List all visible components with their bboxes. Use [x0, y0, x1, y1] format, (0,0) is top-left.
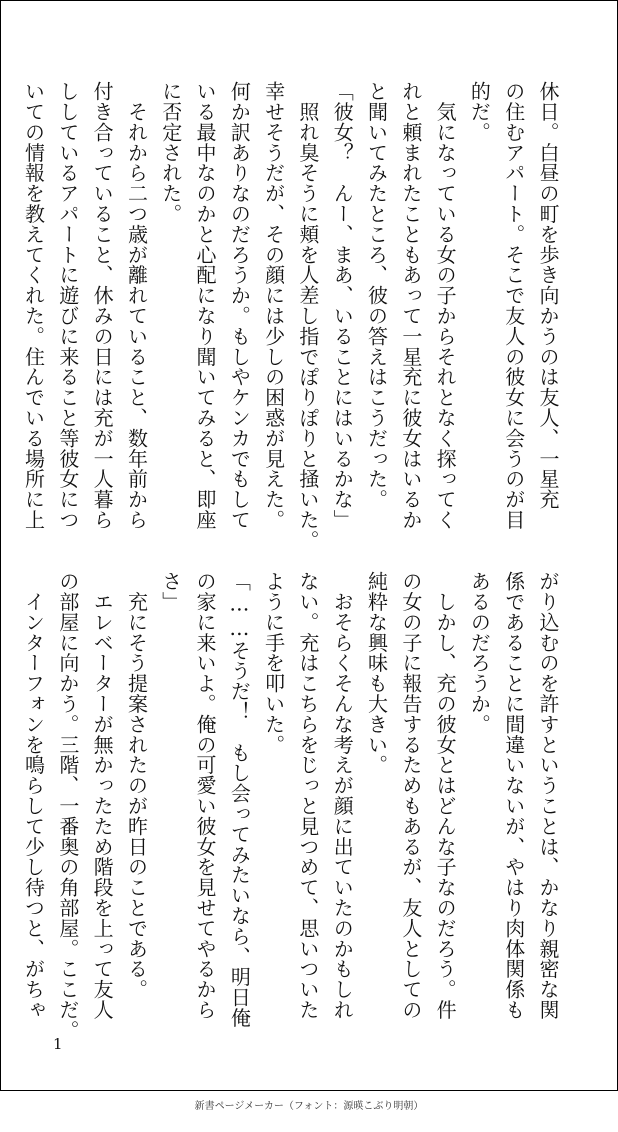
text-line: 照れ臭そうに頬を人差し指でぽりぽりと掻いた。	[295, 81, 320, 551]
text-line: 休日。白昼の町を歩き向かうのは友人、一星充	[536, 81, 560, 510]
text-line: れと頼まれたこともあって一星充に彼女はいるか	[398, 81, 423, 530]
text-line: インターフォンを鳴らして少し待つと、がちゃ	[21, 571, 46, 1020]
text-line: おそらくそんな考えが顔に出ていたのかもしれ	[330, 571, 355, 1020]
text-line: の住むアパート。そこで友人の彼女に会うのが目	[501, 81, 526, 530]
text-line: の女の子に報告するためもあるが、友人としての	[398, 571, 423, 1020]
text-line: 充にそう提案されたのが昨日のことである。	[124, 571, 149, 1000]
text-block-top	[21, 81, 565, 551]
text-line: エレベーターが無かったため階段を上って友人	[90, 571, 115, 1020]
page-number: 1	[53, 1035, 63, 1053]
text-line: ししているアパートに遊びに来ること等彼女につ	[55, 81, 80, 530]
text-line: 純粋な興味も大きい。	[364, 571, 389, 775]
text-line: ように手を叩いた。	[261, 571, 286, 755]
text-line: さ」	[158, 571, 183, 612]
text-line: あるのだろうか。	[467, 571, 492, 735]
text-line: しかし、充の彼女とはどんな子なのだろう。件	[433, 571, 458, 1020]
text-line: 「彼女？ んー、まあ、いることにはいるかな」	[330, 81, 355, 530]
text-line: 気になっている女の子からそれとなく探ってく	[433, 81, 458, 530]
text-line: 幸せそうだが、その顔には少しの困惑が見えた。	[261, 81, 286, 530]
text-line: ない。充はこちらをじっと見つめて、思いついた	[295, 571, 320, 1020]
text-block-bottom	[21, 571, 565, 1041]
text-line: 何か訳ありなのだろうか。もしやケンカでもして	[227, 81, 252, 530]
text-line: 的だ。	[467, 81, 492, 143]
text-line: 付き合っていること、休みの日には充が一人暮ら	[90, 81, 115, 530]
text-line: の家に来いよ。俺の可愛い彼女を見せてやるから	[193, 571, 218, 1020]
text-line: に否定された。	[158, 81, 183, 224]
text-line: 係であることに間違いないが、やはり肉体関係も	[501, 571, 526, 1020]
text-line: それから二つ歳が離れていること、数年前から	[124, 81, 149, 530]
footer-caption: 新書ページメーカー（フォント：源暎こぶり明朝）	[194, 1101, 424, 1112]
text-line: の部屋に向かう。三階、一番奥の角部屋。ここだ。	[55, 571, 80, 1041]
text-line: と聞いてみたところ、彼の答えはこうだった。	[364, 81, 389, 510]
text-line: いての情報を教えてくれた。住んでいる場所に上	[21, 81, 46, 530]
text-line: 「……そうだ！ もし会ってみたいなら、明日俺	[227, 571, 252, 1028]
text-line: がり込むのを許すということは、かなり親密な関	[536, 571, 560, 1020]
text-line: いる最中なのかと心配になり聞いてみると、即座	[193, 81, 218, 530]
